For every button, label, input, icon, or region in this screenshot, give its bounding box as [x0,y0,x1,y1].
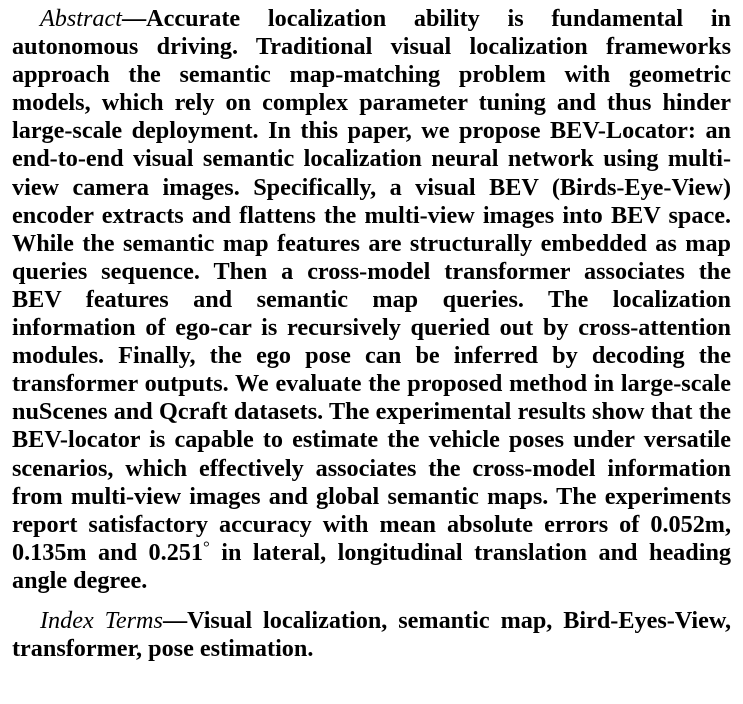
index-terms-paragraph [12,607,731,663]
abstract-body-end: in lateral, longitudinal translation and heading angle degree. [12,538,731,594]
index-terms-body: Visual localization, semantic map, Bird-Eyes-View, transformer, pose estimation. [12,606,731,663]
index-terms-dash: — [162,606,188,634]
abstract-paragraph [12,5,731,595]
abstract-dash: — [121,5,147,32]
abstract-label: Abstract [40,5,122,32]
index-terms-label: Index Terms [40,606,163,634]
degree-symbol: ° [202,537,210,557]
abstract-body: Accurate localization ability is fundamental in autonomous driving. Traditional visual localization frameworks approach the semantic map-matching problem with geometric models, which rely on complex parameter tuning and thus hinder large-scale deployment. In this paper, we propose BEV-Locator: an end-to-end visual semantic localization neural network using multi-view camera images. Specifically, a visual BEV (Birds-Eye-View) encoder extracts and flattens the multi-view images into BEV space. While the semantic map features are structurally embedded as map queries sequence. Then a cross-model transformer associates the BEV features and semantic map queries. The localization information of ego-car is recursively queried out by cross-attention modules. Finally, the ego pose can be inferred by decoding the transformer outputs. We evaluate the proposed method in large-scale nuScenes and Qcraft datasets. The experimental results show that the BEV-locator is capable to estimate the vehicle poses under versatile scenarios, which effectively associates the cross-model information from multi-view images and global semantic maps. The experiments report satisfactory accuracy with mean absolute errors of 0.052m, 0.135m and 0.251 [12,5,731,566]
